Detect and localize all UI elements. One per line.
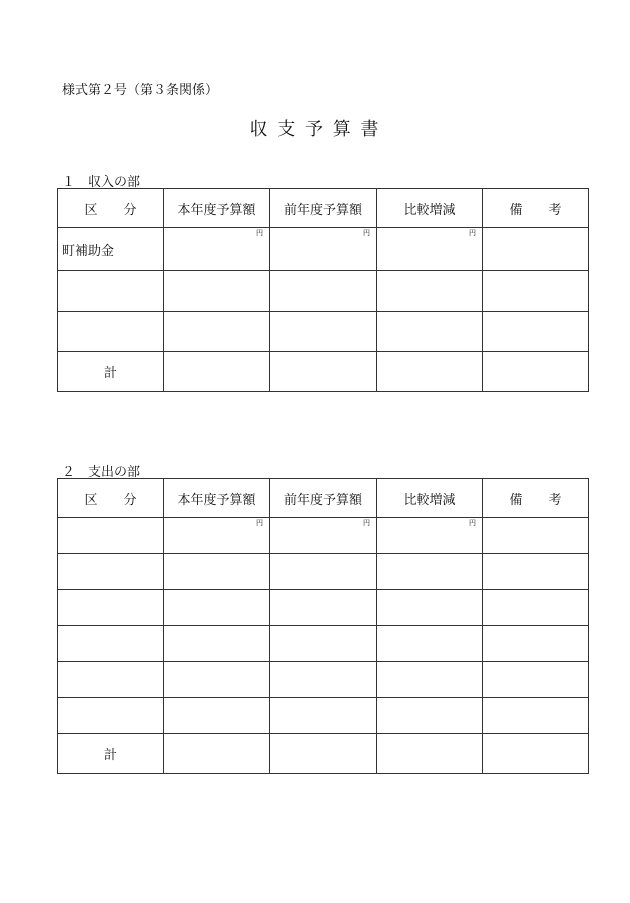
difference-cell[interactable]	[377, 590, 483, 626]
header-previous-budget: 前年度予算額	[270, 479, 377, 518]
row-label[interactable]	[58, 554, 164, 590]
row-label[interactable]	[58, 626, 164, 662]
yen-unit: 円	[469, 519, 476, 527]
remarks-cell[interactable]	[483, 590, 589, 626]
current-budget-cell[interactable]	[164, 554, 270, 590]
table-row	[58, 518, 589, 554]
row-label: 町補助金	[58, 228, 164, 271]
difference-cell[interactable]	[377, 734, 483, 774]
previous-budget-cell[interactable]	[270, 590, 377, 626]
current-budget-cell[interactable]	[164, 271, 270, 312]
difference-cell[interactable]	[377, 271, 483, 312]
difference-cell[interactable]	[377, 698, 483, 734]
income-table	[57, 188, 589, 392]
difference-cell[interactable]	[377, 352, 483, 392]
previous-budget-cell[interactable]	[270, 518, 377, 554]
row-label[interactable]	[58, 698, 164, 734]
previous-budget-cell[interactable]	[270, 271, 377, 312]
row-label[interactable]	[58, 271, 164, 312]
header-category: 区 分	[58, 479, 164, 518]
header-difference: 比較増減	[377, 479, 483, 518]
row-label[interactable]	[58, 662, 164, 698]
difference-cell[interactable]	[377, 312, 483, 352]
expense-header-row	[58, 479, 589, 518]
income-section-heading: １ 収入の部	[62, 175, 141, 190]
current-budget-cell[interactable]	[164, 518, 270, 554]
remarks-cell[interactable]	[483, 698, 589, 734]
table-row	[58, 312, 589, 352]
table-row	[58, 228, 589, 271]
header-remarks: 備 考	[483, 189, 589, 228]
expense-section-heading: ２ 支出の部	[62, 465, 141, 480]
table-row	[58, 271, 589, 312]
yen-unit: 円	[469, 229, 476, 237]
document-title: 収 支 予 算 書	[249, 119, 381, 140]
current-budget-cell[interactable]	[164, 626, 270, 662]
remarks-cell[interactable]	[483, 626, 589, 662]
current-budget-cell[interactable]	[164, 734, 270, 774]
header-previous-budget: 前年度予算額	[270, 189, 377, 228]
header-difference: 比較増減	[377, 189, 483, 228]
current-budget-cell[interactable]	[164, 312, 270, 352]
header-remarks: 備 考	[483, 479, 589, 518]
current-budget-cell[interactable]	[164, 590, 270, 626]
current-budget-cell[interactable]	[164, 228, 270, 271]
remarks-cell[interactable]	[483, 271, 589, 312]
form-number: 様式第２号（第３条関係）	[62, 83, 219, 98]
yen-unit: 円	[363, 229, 370, 237]
header-current-budget: 本年度予算額	[164, 189, 270, 228]
expense-table	[57, 478, 589, 774]
previous-budget-cell[interactable]	[270, 662, 377, 698]
difference-cell[interactable]	[377, 554, 483, 590]
difference-cell[interactable]	[377, 518, 483, 554]
remarks-cell[interactable]	[483, 518, 589, 554]
expense-total-row	[58, 734, 589, 774]
table-row	[58, 698, 589, 734]
income-header-row	[58, 189, 589, 228]
total-label: 計	[58, 734, 164, 774]
income-total-row	[58, 352, 589, 392]
previous-budget-cell[interactable]	[270, 228, 377, 271]
table-row	[58, 590, 589, 626]
yen-unit: 円	[256, 519, 263, 527]
table-row	[58, 554, 589, 590]
total-label: 計	[58, 352, 164, 392]
remarks-cell[interactable]	[483, 554, 589, 590]
difference-cell[interactable]	[377, 662, 483, 698]
current-budget-cell[interactable]	[164, 698, 270, 734]
remarks-cell[interactable]	[483, 734, 589, 774]
row-label[interactable]	[58, 590, 164, 626]
current-budget-cell[interactable]	[164, 352, 270, 392]
previous-budget-cell[interactable]	[270, 312, 377, 352]
yen-unit: 円	[256, 229, 263, 237]
previous-budget-cell[interactable]	[270, 352, 377, 392]
row-label[interactable]	[58, 312, 164, 352]
remarks-cell[interactable]	[483, 228, 589, 271]
yen-unit: 円	[363, 519, 370, 527]
previous-budget-cell[interactable]	[270, 626, 377, 662]
remarks-cell[interactable]	[483, 312, 589, 352]
previous-budget-cell[interactable]	[270, 698, 377, 734]
remarks-cell[interactable]	[483, 662, 589, 698]
remarks-cell[interactable]	[483, 352, 589, 392]
previous-budget-cell[interactable]	[270, 554, 377, 590]
header-category: 区 分	[58, 189, 164, 228]
header-current-budget: 本年度予算額	[164, 479, 270, 518]
current-budget-cell[interactable]	[164, 662, 270, 698]
row-label[interactable]	[58, 518, 164, 554]
difference-cell[interactable]	[377, 626, 483, 662]
table-row	[58, 626, 589, 662]
difference-cell[interactable]	[377, 228, 483, 271]
previous-budget-cell[interactable]	[270, 734, 377, 774]
table-row	[58, 662, 589, 698]
